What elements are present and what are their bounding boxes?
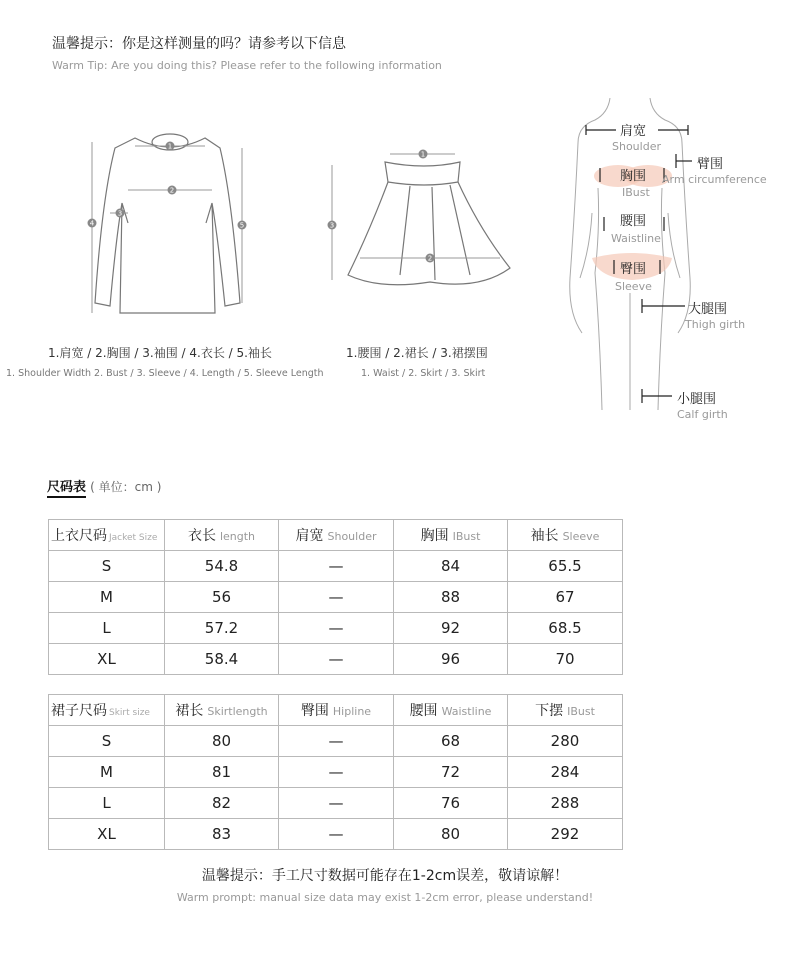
- skirt-header-size-en: Skirt size: [109, 708, 150, 718]
- skirt-header-hem-en: IBust: [567, 705, 595, 718]
- table-cell: XL: [49, 644, 165, 675]
- table-cell: S: [49, 551, 165, 582]
- skirt-header-hip-en: Hipline: [332, 705, 372, 718]
- jacket-header-shoulder-en: Shoulder: [327, 530, 377, 543]
- jacket-header-bust-en: IBust: [452, 530, 481, 543]
- tip-title-cn: 温馨提示：你是这样测量的吗？请参考以下信息: [52, 36, 346, 52]
- jacket-header-length-en: length: [219, 530, 256, 543]
- table-cell: 72: [394, 757, 508, 788]
- skirt-diagram: [320, 140, 520, 290]
- jacket-marker-5-label: 5: [239, 221, 245, 230]
- table-cell: 70: [508, 644, 623, 675]
- skirt-header-size-cn: 裙子尺码: [51, 703, 107, 719]
- body-label-thigh-cn: 大腿围: [688, 302, 728, 317]
- table-cell: 96: [394, 644, 508, 675]
- skirt-header-waist: [394, 695, 508, 726]
- table-cell: 80: [394, 819, 508, 850]
- jacket-header-size: [49, 520, 165, 551]
- table-cell: 68: [394, 726, 508, 757]
- table-cell: 280: [508, 726, 623, 757]
- body-label-arm-en: Arm circumference: [662, 173, 767, 186]
- footer-note-cn: 温馨提示：手工尺寸数据可能存在1-2cm误差，敬请谅解！: [201, 868, 569, 884]
- skirt-marker-2-label: 2: [427, 254, 433, 263]
- table-cell: 54.8: [165, 551, 279, 582]
- jacket-header-bust: [394, 520, 508, 551]
- body-label-calf-en: Calf girth: [677, 408, 728, 421]
- body-label-arm-cn: 臂围: [697, 157, 724, 172]
- table-row: [49, 551, 623, 582]
- table-cell: 80: [165, 726, 279, 757]
- table-cell: S: [49, 726, 165, 757]
- jacket-diagram: [80, 128, 255, 323]
- body-label-waist-en: Waistline: [611, 232, 661, 245]
- table-cell: L: [49, 788, 165, 819]
- table-cell: —: [279, 726, 394, 757]
- skirt-header-length: [165, 695, 279, 726]
- skirt-header-length-cn: 裙长: [175, 703, 204, 719]
- body-label-bust-en: IBust: [622, 186, 650, 199]
- table-cell: 83: [165, 819, 279, 850]
- table-cell: 57.2: [165, 613, 279, 644]
- table-cell: 92: [394, 613, 508, 644]
- body-label-hip-en: Sleeve: [615, 280, 652, 293]
- skirt-caption-cn: 1.腰围 / 2.裙长 / 3.裙摆围: [346, 346, 488, 360]
- skirt-marker-1-label: 1: [420, 150, 426, 159]
- jacket-header-length: [165, 520, 279, 551]
- size-chart-title: [47, 476, 161, 495]
- table-cell: —: [279, 644, 394, 675]
- table-row: [49, 582, 623, 613]
- jacket-caption-cn: 1.肩宽 / 2.胸围 / 3.袖围 / 4.衣长 / 5.袖长: [48, 346, 272, 360]
- table-row: [49, 644, 623, 675]
- body-label-hip-cn: 臀围: [620, 262, 647, 277]
- table-cell: —: [279, 819, 394, 850]
- table-cell: —: [279, 551, 394, 582]
- table-cell: M: [49, 757, 165, 788]
- skirt-caption-en: 1. Waist / 2. Skirt / 3. Skirt: [361, 368, 486, 379]
- table-row: [49, 613, 623, 644]
- table-cell: 67: [508, 582, 623, 613]
- table-cell: 56: [165, 582, 279, 613]
- jacket-header-length-cn: 衣长: [187, 528, 216, 544]
- table-cell: 65.5: [508, 551, 623, 582]
- jacket-header-shoulder-cn: 肩宽: [295, 528, 324, 544]
- skirt-header-hip-cn: 臀围: [300, 703, 329, 719]
- skirt-header-hip: [279, 695, 394, 726]
- body-label-thigh-en: Thigh girth: [685, 318, 746, 331]
- table-cell: L: [49, 613, 165, 644]
- table-cell: 288: [508, 788, 623, 819]
- table-row: [49, 819, 623, 850]
- jacket-marker-2-label: 2: [169, 186, 175, 195]
- table-row: [49, 757, 623, 788]
- skirt-waistband: [385, 162, 460, 185]
- jacket-header-size-en: Jacket Size: [109, 533, 158, 543]
- jacket-marker-1-label: 1: [167, 142, 173, 151]
- skirt-size-table: [48, 694, 623, 850]
- table-cell: 88: [394, 582, 508, 613]
- jacket-marker-4-label: 4: [89, 219, 95, 228]
- jacket-caption-en: 1. Shoulder Width 2. Bust / 3. Sleeve / 4. Length / 5. Sleeve Length: [6, 368, 324, 379]
- table-cell: 284: [508, 757, 623, 788]
- table-cell: 68.5: [508, 613, 623, 644]
- skirt-header-waist-cn: 腰围: [409, 703, 438, 719]
- body-label-waist-cn: 腰围: [620, 214, 647, 229]
- skirt-marker-3-label: 3: [329, 221, 335, 230]
- table-cell: —: [279, 757, 394, 788]
- skirt-header-length-en: Skirtlength: [207, 705, 268, 718]
- jacket-header-bust-cn: 胸围: [420, 528, 449, 544]
- size-chart-heading: 尺码表: [47, 480, 86, 498]
- table-cell: XL: [49, 819, 165, 850]
- skirt-header-hem: [508, 695, 623, 726]
- jacket-header-shoulder: [279, 520, 394, 551]
- table-cell: 292: [508, 819, 623, 850]
- table-cell: —: [279, 582, 394, 613]
- jacket-outline: [95, 138, 240, 313]
- jacket-table-header: [49, 520, 623, 551]
- jacket-header-size-cn: 上衣尺码: [51, 528, 107, 544]
- table-row: [49, 726, 623, 757]
- table-cell: 81: [165, 757, 279, 788]
- skirt-header-size: [49, 695, 165, 726]
- table-cell: —: [279, 788, 394, 819]
- body-label-shoulder-cn: 肩宽: [620, 124, 647, 139]
- size-chart-unit: ( 单位：cm ): [90, 480, 162, 494]
- table-cell: —: [279, 613, 394, 644]
- footer-note-en: Warm prompt: manual size data may exist 1-2cm error, please understand!: [176, 891, 594, 904]
- jacket-header-sleeve: [508, 520, 623, 551]
- jacket-marker-3-label: 3: [117, 209, 123, 218]
- table-cell: 84: [394, 551, 508, 582]
- body-label-calf-cn: 小腿围: [677, 392, 717, 407]
- tip-title-en: Warm Tip: Are you doing this? Please refer to the following information: [52, 59, 442, 72]
- skirt-table-header: [49, 695, 623, 726]
- skirt-header-waist-en: Waistline: [441, 705, 492, 718]
- table-cell: 82: [165, 788, 279, 819]
- jacket-header-sleeve-cn: 袖长: [530, 528, 559, 544]
- skirt-body: [348, 182, 510, 285]
- skirt-header-hem-cn: 下摆: [535, 703, 564, 719]
- table-cell: M: [49, 582, 165, 613]
- table-cell: 58.4: [165, 644, 279, 675]
- body-label-bust-cn: 胸围: [620, 169, 647, 184]
- body-label-shoulder-en: Shoulder: [612, 140, 661, 153]
- table-cell: 76: [394, 788, 508, 819]
- jacket-size-table: [48, 519, 623, 675]
- jacket-header-sleeve-en: Sleeve: [562, 530, 600, 543]
- table-row: [49, 788, 623, 819]
